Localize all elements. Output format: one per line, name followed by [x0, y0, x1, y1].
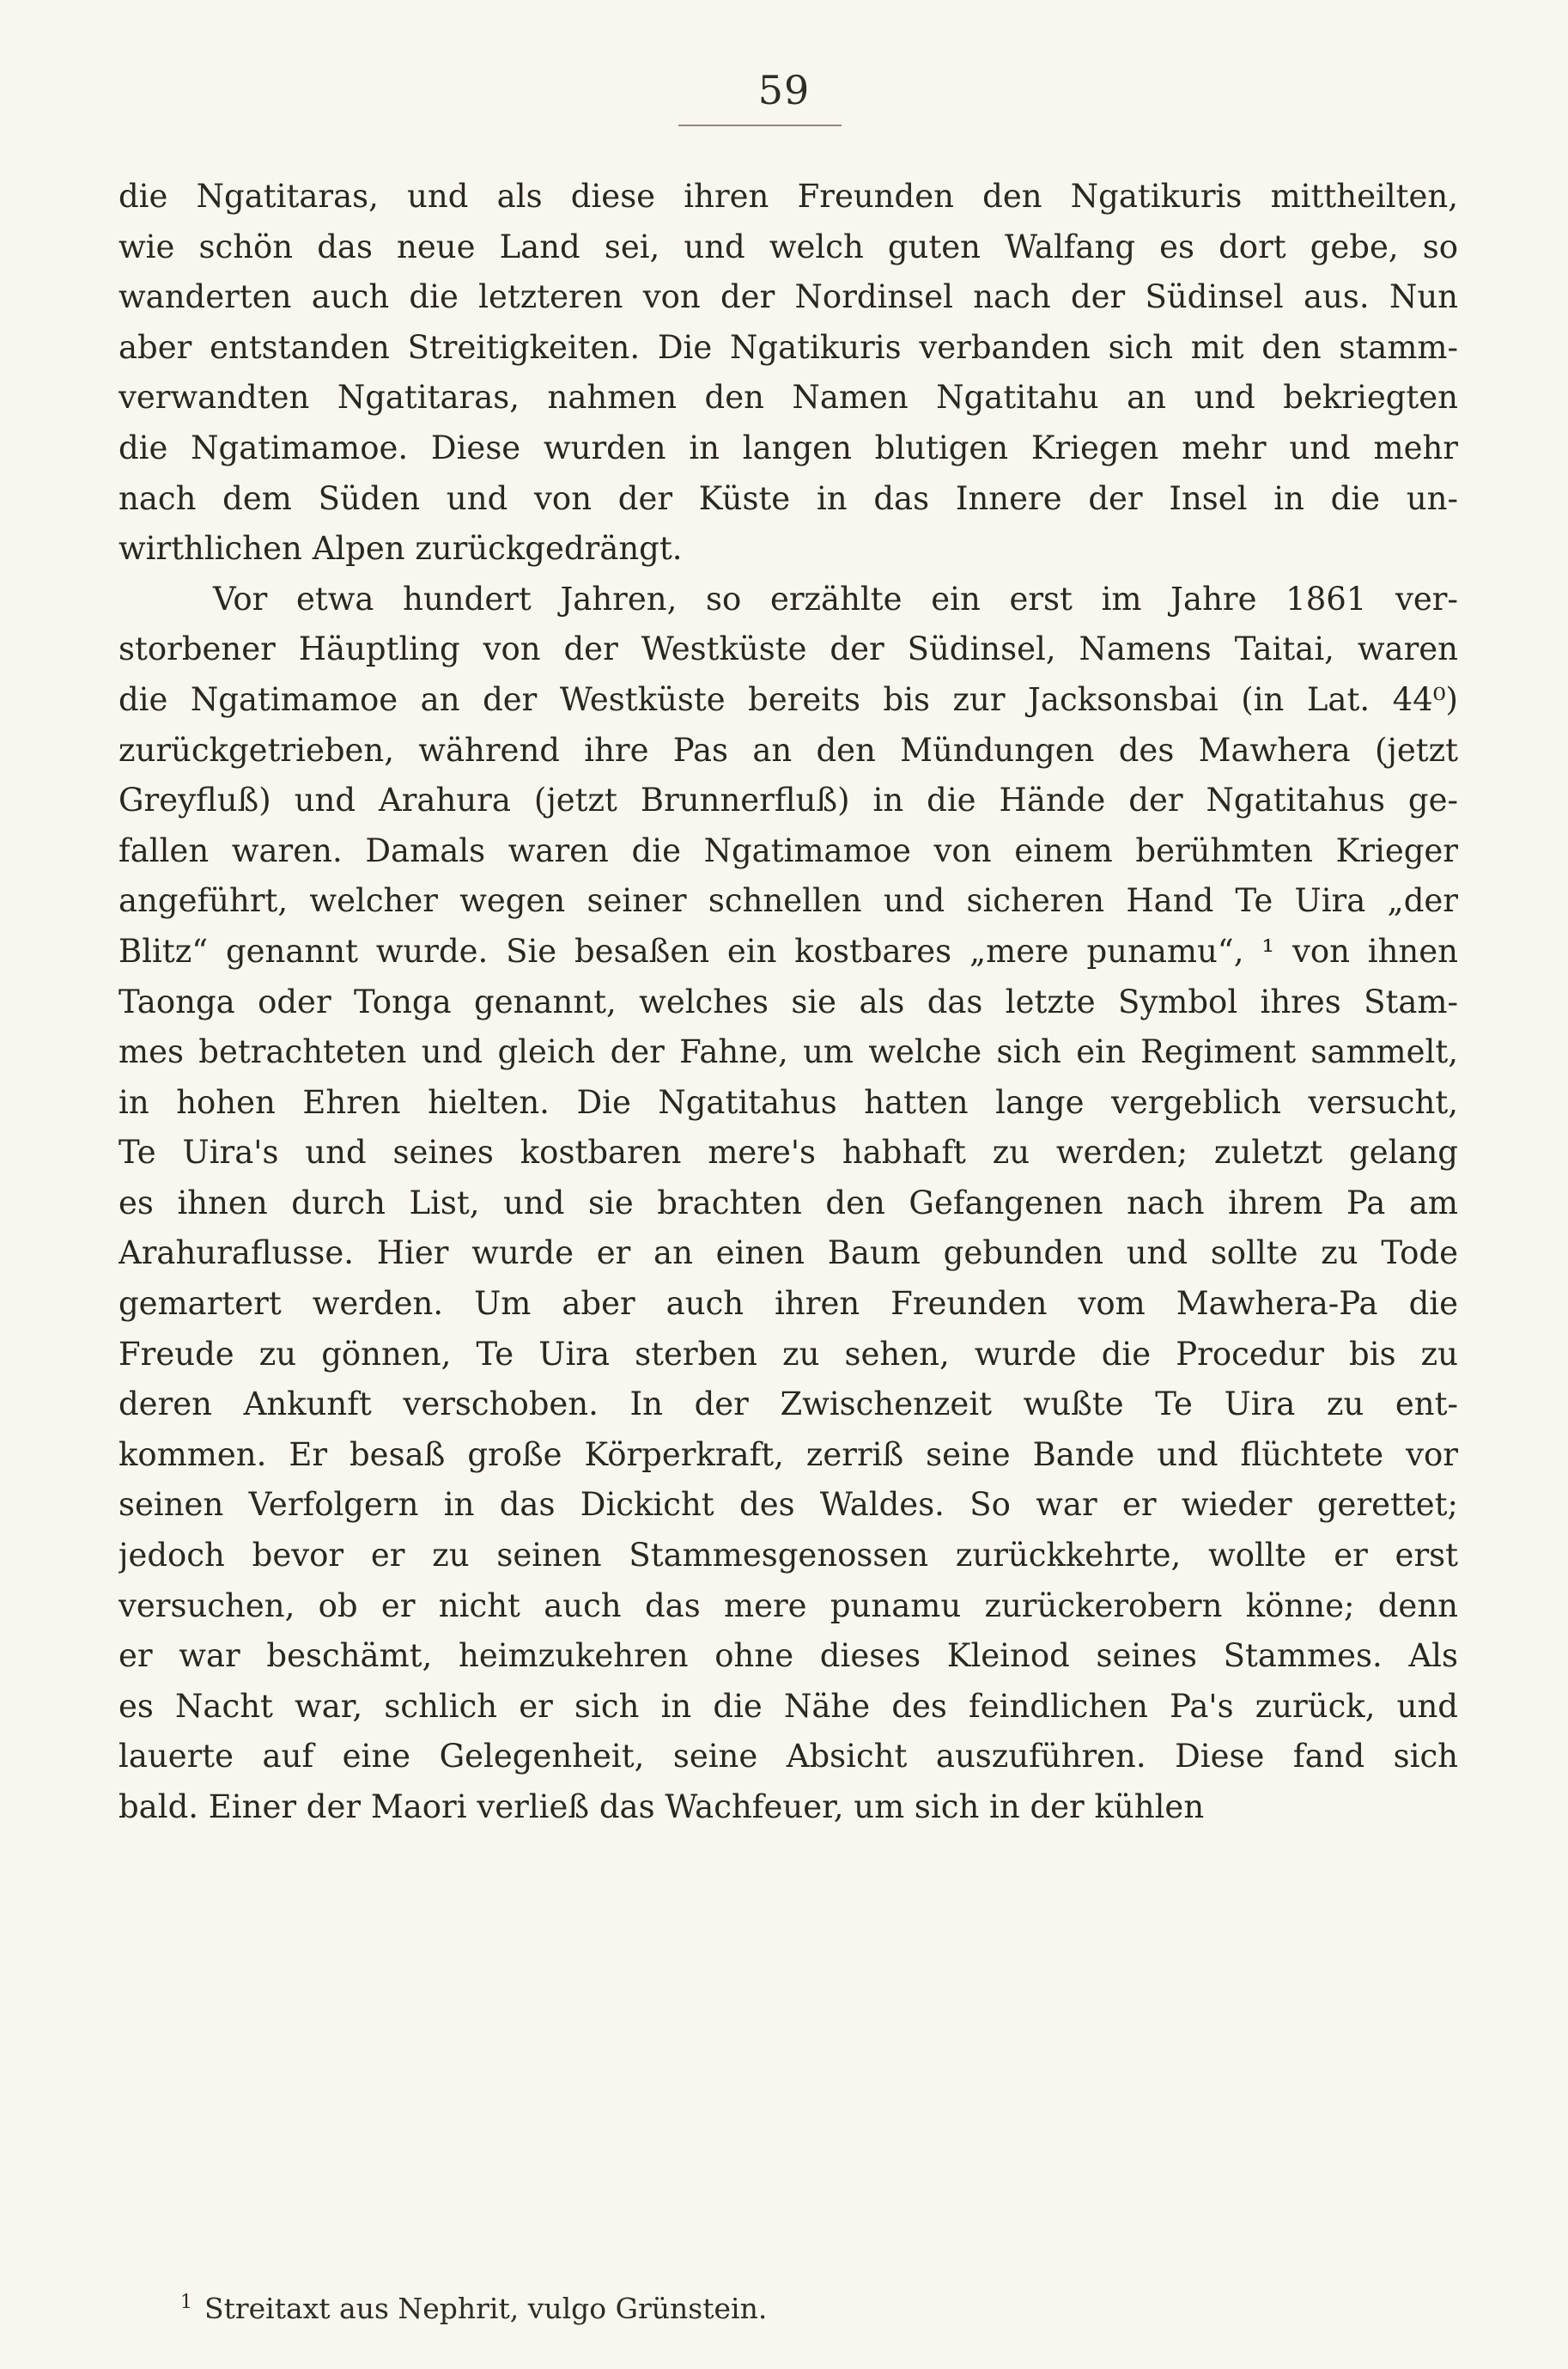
text-line: aber entstanden Streitigkeiten. Die Ngatikuris verbanden sich mit den stamm-: [119, 328, 1458, 366]
text-line: verwandten Ngatitaras, nahmen den Namen Ngatitahu an und bekriegten: [119, 379, 1458, 417]
body-text: [119, 172, 1458, 1833]
text-line: deren Ankunft verschoben. In der Zwischenzeit wußte Te Uira zu ent-: [119, 1385, 1458, 1423]
text-line: wie schön das neue Land sei, und welch guten Walfang es dort gebe, so: [119, 228, 1458, 265]
text-line: kommen. Er besaß große Körperkraft, zerriß seine Bande und flüchtete vor: [119, 1435, 1458, 1473]
text-line: er war beschämt, heimzukehren ohne dieses Kleinod seines Stammes. Als: [119, 1637, 1458, 1675]
text-line: angeführt, welcher wegen seiner schnellen und sicheren Hand Te Uira „der: [119, 882, 1458, 920]
text-line: Te Uira's und seines kostbaren mere's habhaft zu werden; zuletzt gelang: [119, 1134, 1458, 1172]
text-line: die Ngatimamoe. Diese wurden in langen blutigen Kriegen mehr und mehr: [119, 429, 1458, 466]
text-line: bald. Einer der Maori verließ das Wachfeuer, um sich in der kühlen: [119, 1788, 1205, 1825]
text-line: es Nacht war, schlich er sich in die Nähe des feindlichen Pa's zurück, und: [119, 1687, 1458, 1725]
text-line: die Ngatimamoe an der Westküste bereits bis zur Jacksonsbai (in Lat. 44⁰): [119, 680, 1458, 718]
text-line: jedoch bevor er zu seinen Stammesgenossen zurückkehrte, wollte er erst: [119, 1537, 1458, 1574]
text-line: Arahuraflusse. Hier wurde er an einen Baum gebunden und sollte zu Tode: [119, 1234, 1458, 1272]
text-line: lauerte auf eine Gelegenheit, seine Absicht auszuführen. Diese fand sich: [119, 1738, 1458, 1775]
footnote-marker: 1: [180, 2292, 192, 2313]
header-rule: [678, 125, 842, 126]
text-line: Greyfluß) und Arahura (jetzt Brunnerfluß) in die Hände der Ngatitahus ge-: [119, 782, 1458, 819]
text-line: mes betrachteten und gleich der Fahne, um welche sich ein Regiment sammelt,: [119, 1033, 1458, 1071]
text-line: seinen Verfolgern in das Dickicht des Waldes. So war er wieder gerettet;: [119, 1486, 1458, 1524]
text-line: nach dem Süden und von der Küste in das Innere der Insel in die un-: [119, 479, 1458, 517]
text-line: storbener Häuptling von der Westküste der Südinsel, Namens Taitai, waren: [119, 630, 1458, 668]
text-line: gemartert werden. Um aber auch ihren Freunden vom Mawhera-Pa die: [119, 1285, 1458, 1323]
text-line: Taonga oder Tonga genannt, welches sie als das letzte Symbol ihres Stam-: [119, 983, 1458, 1020]
text-line: wirthlichen Alpen zurückgedrängt.: [119, 530, 683, 568]
text-line: die Ngatitaras, und als diese ihren Freunden den Ngatikuris mittheilten,: [119, 178, 1458, 215]
footnote-text: Streitaxt aus Nephrit, vulgo Grünstein.: [204, 2292, 768, 2325]
text-line: es ihnen durch List, und sie brachten den Gefangenen nach ihrem Pa am: [119, 1184, 1458, 1221]
page-number: 59: [757, 67, 811, 113]
text-line: wanderten auch die letzteren von der Nordinsel nach der Südinsel aus. Nun: [119, 278, 1458, 316]
text-line: fallen waren. Damals waren die Ngatimamoe von einem berühmten Krieger: [119, 831, 1458, 869]
text-line: versuchen, ob er nicht auch das mere punamu zurückerobern könne; denn: [119, 1586, 1458, 1624]
text-line: Vor etwa hundert Jahren, so erzählte ein erst im Jahre 1861 ver-: [213, 580, 1458, 618]
text-line: in hohen Ehren hielten. Die Ngatitahus hatten lange vergeblich versucht,: [119, 1083, 1458, 1121]
footnote: [180, 2292, 767, 2325]
text-line: Blitz“ genannt wurde. Sie besaßen ein kostbares „mere punamu“, ¹ von ihnen: [119, 932, 1458, 970]
text-line: Freude zu gönnen, Te Uira sterben zu sehen, wurde die Procedur bis zu: [119, 1335, 1458, 1373]
text-line: zurückgetrieben, während ihre Pas an den Mündungen des Mawhera (jetzt: [119, 731, 1458, 769]
